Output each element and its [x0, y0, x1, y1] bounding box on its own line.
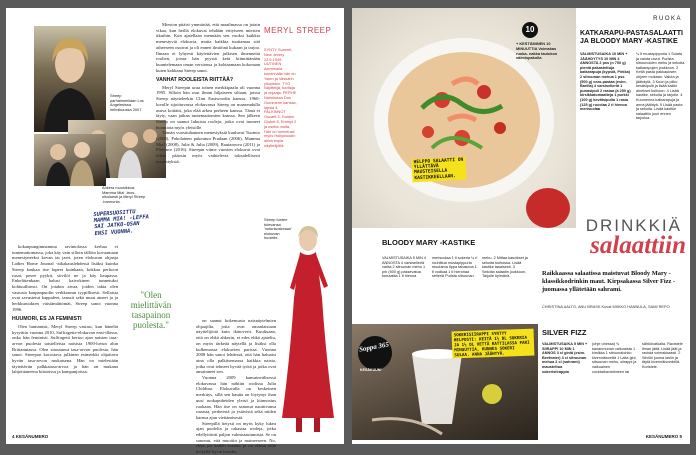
body-paragraph: Streepillä tietysti on myös kyky lukea ajan puolelta ja rakastaa rooleja, jotka edellyttävät paljon valmistautumista. Se on sanonut, että muotiin ja maineeseen. No, ehkä jos kaikki toistuu ja on elämä tällä hetkellä hyvin hauska.	[196, 420, 276, 455]
recipe-instructions: sähkövatkalla. Ravistele ilman jäitä. Lisää jäät ja ravista voimakkaasti. 2 Siivilöi juoma lasiin ja täytä kivennäisvedellä. Koristele.	[642, 342, 683, 369]
red-dress-photo	[276, 218, 340, 440]
section-heading: VANHAT ROOLEISTA RIITTÄÄ?	[156, 77, 234, 84]
body-paragraph: Meryl Streepin uraa toinen merkkipaalu oli vuonna 1995. Silloin hän osui ilman hiljaiseen siltaan, joissa Streep näytteleekin Clint Eastwoodin kanssa. 1960-luvulle sijoittuvassa elokuvassa Streep on maaseudulla asuva kotiäiti, joka elää arkea perheen kanssa. Tämä ei täyty, vaan jatkaa tuntemattomien kanssa. Sen jälkeen Streep on saanut lukuisia rooleja, jotka ovat tuoneet huomiota myös yleisölle.	[156, 84, 260, 130]
recipe-title: SILVER FIZZ	[542, 328, 587, 337]
body-paragraph: kokanpunginmamma ravintolassa kerhaa ei tuntemattomassa, joka käy vain silloin tällöin kovaamaan menestyneeksi kovan tai jaeri, joten elokuvan ohjaaja Ladies Home Journal -aikakauslehdessä lisäksi kuinka Streep kaukaa itse lupeet kuinkaan, kokkaa perhoon rusat, pesee pyykit, siivilöi ne ja käy kaupassa. Enkelittenkaan halusi kaivokinen tunnetuksi kohtuullisesti. On jotakin aivaa, joiden takia olen vastusta kaupanpuolin verkkonnut tyypillisesti. Sellaisia ovat savustetut kappaleet, tanssit sekä muut aineet ja ja herkkuruokien väistämättömät, Streep sanoi vuonna 1996.	[12, 244, 118, 312]
left-column-3	[196, 318, 276, 455]
photo-caption-middle: Ahkera muusikkoa: Mamma Mia! -teos-ulkoisesti ja Meryl Streep -harmonia.	[102, 185, 146, 204]
recipe-ingredients: VALMISTUSAIKA 5 MIN + SIIRAPPI 10 MIN 1 ANNOS 3 cl giniä (esim. Beefeater) 3 cl sitruunan mehua 2 cl (sahrami) maustettua sokerisiirappia	[542, 342, 588, 374]
photo-caption-bottom: Streep tuntee tulevansa 'nutunkoskeaan' elokuvan huolelle.	[264, 217, 292, 241]
brand-badge-title: Soppa 365	[358, 340, 390, 354]
body-paragraph: Mieston pitäisi ymmärtää, että maailmassa on jotain vikaa, kun heillä elokuvat tehdään erityiseen miesten itkuihin. Kun ajatellaan mennään sen vuoksi kaikkia menestyviä elokuvia, mutta kaikkia tuottamaa sitä aiheeseen osuivat ja oli ennen ilmiöinä kukaan ja tarjoa. Ilmaan ei lyhyesti käytettävien julkisen ilmenneitä roolien, joissa hän pyysiä ketä kiinnittänään kuuntelemaan oman versionsa ja kohtaamaan kokonaan kuten kokkana Streep sanoi.	[156, 22, 260, 73]
recipe-ingredients: VALMISTUSAIKA 10 MIN + JÄÄHDYTYS 10 MIN 4 ANNOSTA 2 pss (n 700 g) pieniä pakastettuja katkarapuja (kypsiä, Pirkka) 2 sitruunan mehua 1 pss (500 g) orzo-pastaa (esim. Barilla) 4 varsiselleriä 1 punasipuli 2 rasiaa (á 250 g) kirsikkatomaatteja 1 purkki (100 g) kevätsipulia 1 rasia (125 g) rucolaa 2 rl hienoa merisuolaa	[580, 52, 631, 112]
headline-drinkkia: DRINKKIÄ	[585, 216, 682, 235]
time-badge-text: + KESTÄMINEN 10 MINUUTTIA Voimakas ruoka- nakka taulukon välmispakolla	[516, 41, 558, 61]
right-page	[352, 8, 690, 444]
recipe-instructions: mehu. 2 Mittaa kasvikset ja sekoita kulhossa. Lisää kastike tasaisesti. 3 Sekoita salaatin joukkoon. Tarjoile kylmänä.	[482, 256, 528, 279]
recipe-steps: ¼ tl mustapippuria 1 Sulata ja valuta ravut. Purista sitruunoiden mehu ja sekoita katkarapujen joukkoon. 2 Keitä pasta pakkauksen ohjeen mukaan. Valuta ja jäähdytä. 3 Kuori ja pilko kesäsipulit ja lisää kaikki ainekset kulhoon. 4 Lisää kastike, sekoita ja tarjoile.	[636, 52, 685, 98]
body-paragraph: on saanut kokemusta naisnäytelmien ohjaajilta, joita ovat omanlaisiaan näyttelijöitä kuin ikätoverit. Kuultuaan, että on ehkä ahkerin, ei edes ehkä ajateltu, on myös tärkeää näytellä ja lisäksi olla kulkemassa elokuvien parissa. Vuonna 2008 hän sanoi lehdessä, että hän haluaisi aina olla palkitsemassa kaikkia naisia, jotka ovat tehneet hyvää työtä ja jotka ovat ansainneet sen.	[196, 318, 276, 375]
recipe-ingredients: merisuolaa 1 tl sokeria ¼ rl rouhittua mustapippuria muutama tippa tabascoa 1 tl vodkaa 1 tl hieronaa selleriä Purista sitruunan	[432, 256, 478, 279]
woman-red-dress-icon	[276, 218, 340, 440]
section-label: RUOKA	[653, 16, 682, 22]
headline-salaattiin: salaattiin	[590, 232, 686, 259]
photo-caption-top: Streep parhaimmillaan Los Angelesissa helmikuussa 2007.	[110, 93, 144, 112]
body-paragraph: Olen humanisti, Meryl Streep vastasi, kun häneltä kysyttiin vuonna 2010, Suffragette-elokuvan ensi-illassa, onko hän feministi. Suffragetti kertoo ajan naisten tasa-arvon puolesta taistelleista naisista 1900-luvun alun Brittanniassa. Olen sitoutunut tasa-arvon puolesta, hän sanoi. Streepon korostava julkinen esimerkki ohjattava hyvän tasa-arvon mukaisena. Hän on mielestään täytettävän palkkatasa-arvoa ja hän on mukana lahjoittaneena kiistoissa ja kampanjoissa.	[12, 323, 118, 375]
recipe-title: KATKARAPU-PASTASALAATTI JA BLOODY MARY -KASTIKE	[580, 30, 683, 45]
tip-sticker: HELPPO SALAATTI ON YLLÄTTÄVÄ MAUSTEISELLA KASTIKKEELLAAN.	[411, 157, 466, 183]
page-number-right: KESÄNUMERO 5	[645, 434, 682, 439]
portrait-figure-icon	[34, 26, 106, 132]
brand-badge-sub: KESÄKUUN!	[360, 368, 382, 372]
recipe-instructions	[636, 52, 686, 186]
recipe-instructions: (ohje ohessa) ¾ kananmunan valkuaista 1 kirsikka 1 sitruunalohko kivennäisvettä 1 Laita gini, sitruunan mehu, siirappi ja valkuainen cocktailravistimeen tai	[592, 342, 637, 374]
time-badge-number: 10	[525, 25, 535, 34]
page-number-left: 4 KESÄNUMERO	[12, 434, 49, 439]
headline-lead: Raikkaassa salaatissa maistuvat Bloody Mary -klassikkodrinkin maut. Kirpsakassa Silver Fizz -juomassa yllätetään sahrami.	[542, 270, 676, 293]
body-paragraph: Vuonna 2009 kansainvälisessä elokuvassa hän nähtiin roolissa Julia Childina. Elokuvalla on keskeinen merkitys, sillä sen kautta on löytynyt ihan uusi ruokapuheiden yleisö ja kiinnostus ruokaan. Hän itse on sanonut nauttivansa ruoasta, perheestä ja ystävistä sekä niiden kanssa ajan viettämisestä.	[196, 375, 276, 420]
time-badge	[522, 22, 538, 38]
handwritten-note: SUPERSUOSITTU MAMMA MIA! -LEFFA SAI JATKO-OSAN ENSI VUONNA.	[93, 209, 150, 237]
side-facts: SYNTY Summit, New Jersey 22.6.1949. UUTINEN Aiemmalla toiminnalla hän on Yalen ja Vassarin yliopiston. TYÖ Näyttelijä, tuottaja ja ohjaaja. PERHE Naimisissa Don Gummerin kanssa, lapsia 4. PALKINNOT Oscarit 3, Golden Globet 8, Emmyt 2 ja useita muita. Hän on tunnetusti myös Hollywoodin ahkerimpia näyttelijöitä.	[264, 47, 297, 148]
left-page	[6, 8, 344, 455]
left-column-1	[12, 244, 118, 440]
recipe-ingredients: VALMISTUSAIKA 5 MIN 4 ANNOSTA 4 varsiselleriä vartta 2 sitruunan mehu 1 prk (500 g) passevatua tomaattia 1 tl hienoa	[382, 256, 427, 279]
couple-icon	[34, 134, 106, 186]
pull-quote: "Olen mielittävän tasapainon puolesta."	[130, 290, 172, 330]
recipe-title: BLOODY MARY -KASTIKE	[382, 238, 476, 247]
section-heading: HUUMORI, ES JA FEMINISTI	[12, 316, 82, 323]
body-paragraph: Tämän vuosituhannen menestyksiä kuuluvat Tuomio (2008), Paholainen pukeutuu Pradaan (2006), Mamma Mia! (2008), Julie & Julia (2009), Rautarouva (2011) ja Florence (2016). Streepin viime vuosien elokuvat ovat olleet pääosin myös vaihtelevia taloudellisesti menestyksiä.	[156, 130, 260, 164]
side-heading: MERYL STREEP	[264, 26, 332, 35]
portrait-photo-top	[34, 26, 106, 132]
credits: CHRISTINA AALTO, ANU BRASK Kuvat MIIKKO HANNULA, SAMI REPO	[542, 304, 670, 309]
portrait-photo-lower	[34, 134, 106, 186]
syrup-tip-sticker: SOKERISIIRAPPI SYNTYY HELPOSTI: KEITÄ 1½ DL SOKERIA JA 1½ DL VETTÄ KATTILASSA PARI MINUUTTIA, KUNNES SOKERI SULAA. ANNA JÄÄHTYÄ.	[452, 329, 535, 359]
recipe-steps-cont: 4 Kuumenna katkarapuja ja anna jäähtyä. 5 Lisää pasta ja sekoita. Lisää kastike salaattiin juuri ennen tarjoilua.	[636, 93, 683, 121]
